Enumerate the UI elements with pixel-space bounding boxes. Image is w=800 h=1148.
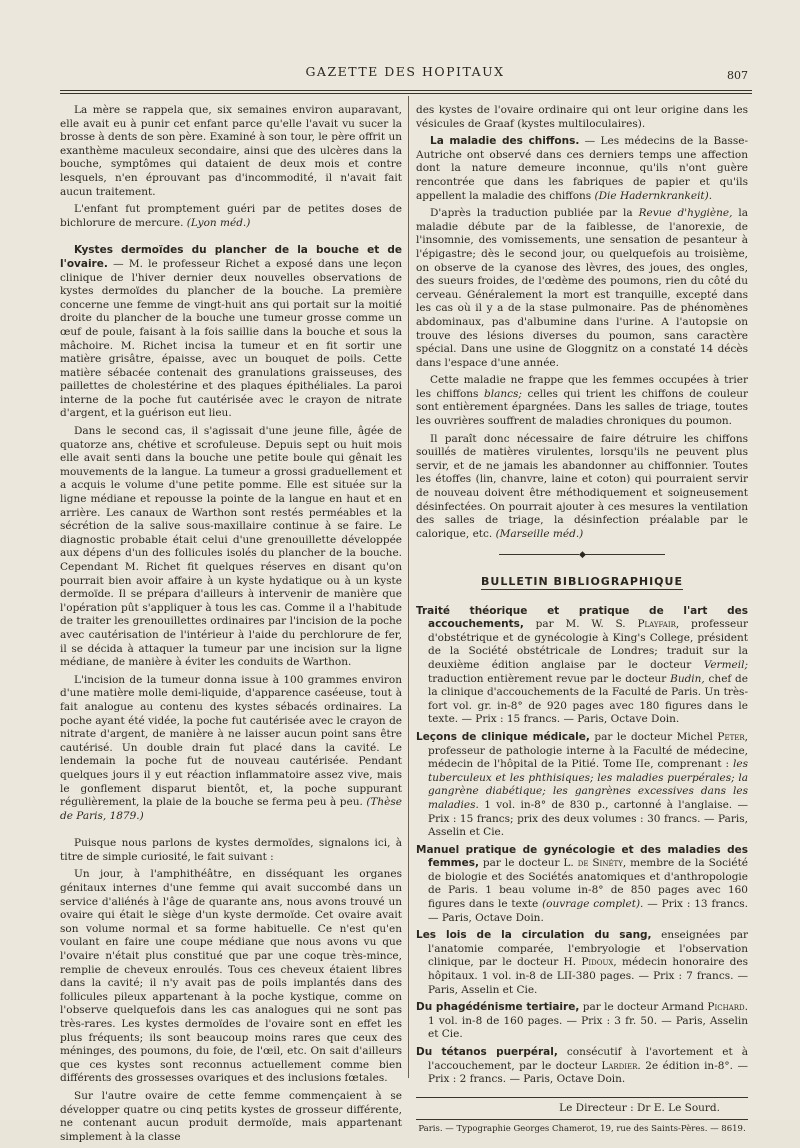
bib-entry: Traité théorique et pratique de l'art des accouchements, par M. W. S. Playfair, professeur d'obstétrique et de gynécologie à King's College, président de la Société obstétricale de Londres; traduit sur la deuxième édition anglaise par le docteur Vermeil; traduction entièrement revue par le docteur Budin, chef de la clinique d'accouchements de la Faculté de Paris. Un très-fort vol. gr. in-8° de 920 pages avec 180 figures dans le texte. — Prix : 15 francs. — Paris, Octave Doin. [416, 604, 748, 726]
header-rule-double [60, 93, 752, 94]
bib-entry: Les lois de la circulation du sang, enseignées par l'anatomie comparée, l'embryologie et l'observation clinique, par le docteur H. Pidoux, médecin honoraire des hôpitaux. 1 vol. in-8 de LII-380 pages. — Prix : 7 francs. — Paris, Asselin et Cie. [416, 929, 749, 996]
source-citation: (Thèse de Paris, 1879.) [60, 796, 402, 822]
source-citation: (Lyon méd.) [186, 216, 251, 229]
bib-entry: Du tétanos puerpéral, consécutif à l'avortement et à l'accouchement, par le docteur Lardier. 2e édition in-8°. — Prix : 2 francs. — Paris, Octave Doin. [416, 1046, 748, 1086]
bib-entry: Du phagédénisme tertiaire, par le docteur Armand Pichard. 1 vol. in-8 de 160 pages. — Prix : 3 fr. 50. — Paris, Asselin et Cie. [416, 1001, 748, 1041]
article-kystes: Kystes dermoïdes du plancher de la bouche et de l'ovaire. — M. le professeur Richet a exposé dans une leçon clinique de l'hiver dernier deux nouvelles observations de kystes dermoïdes du plancher de la bouche. La première concerne une femme de vingt-huit ans qui portait sur la moitié droite du plancher de la bouche une tumeur grosse comme un œuf de poule, faisant à la fois saillie dans la bouche et sous la mâchoire. M. Richet incisa la tumeur et en fit sortir une matière grisâtre, épaisse, avec un bouquet de poils. Cette matière sébacée contenait des granulations graisseuses, des paillettes de cholestérine et des plaques épithéliales. La paroi interne de la poche fut cautérisée avec le crayon de nitrate d'argent, et la guérison eut lieu. [60, 244, 402, 420]
article-title: Kystes dermoïdes du plancher de la bouche et de l'ovaire. [60, 244, 402, 270]
right-column [416, 104, 748, 1137]
article-chiffons: La maladie des chiffons. — Les médecins de la Basse-Autriche ont observé dans ces derniers temps une affection dont la nature demeure inconnue, qu'ils n'ont guère rencontrée que dans les fabriques de papier et qu'ils appellent la maladie des chiffons (Die Hadernkrankeit). [416, 135, 749, 202]
director-signature: Le Directeur : Dr E. Le Sourd. [559, 1101, 720, 1114]
bibliography-list [416, 605, 748, 1087]
paragraph: L'incision de la tumeur donna issue à 100 grammes environ d'une matière molle demi-liquide, d'apparence caséeuse, tout à fait analogue au contenu des kystes sébacés ordinaires. La poche ayant été vidée, la poche fut cautérisée avec le crayon de nitrate d'argent, de manière à ne laisser aucun point sans être cautérisé. Un double drain fut placé dans la cavité. Le lendemain la poche fut de nouveau cautérisée. Pendant quelques jours il y eut réaction inflammatoire assez vive, mais le gonflement disparut bientôt, et, la poche suppurant régulièrement, la plaie de la bouche se ferma peu à peu. (Thèse de Paris, 1879.) [60, 673, 402, 822]
left-column [60, 104, 402, 1148]
paragraph: Cette maladie ne frappe que les femmes occupées à trier les chiffons blancs; celles qui trient les chiffons de couleur sont entièrement épargnées. Dans les salles de triage, toutes les ouvrières souffrent de maladies chroniques du poumon. [416, 374, 749, 428]
bib-entry: Leçons de clinique médicale, par le docteur Michel Peter, professeur de pathologie interne à la Faculté de médecine, médecin de l'hôpital de la Pitié. Tome IIe, comprenant : les tuberculeux et les phthisiques; les maladies puerpérales; la gangrène diabétique; les gangrènes excessives dans les maladies. 1 vol. in-8° de 830 p., cartonné à l'anglaise. — Prix : 15 francs; prix des deux volumes : 30 francs. — Paris, Asselin et Cie. [416, 730, 748, 839]
paragraph: Dans le second cas, il s'agissait d'une jeune fille, âgée de quatorze ans, chétive et scrofuleuse. Depuis sept ou huit mois elle avait senti dans la bouche une petite boule qui gênait les mouvements de la langue. La tumeur a grossi graduellement et a acquis le volume d'une petite pomme. Elle est située sur la ligne médiane et repousse la pointe de la langue en haut et en arrière. Les canaux de Warthon sont restés perméables et la sécrétion de la salive sous-maxillaire continue à se faire. Le diagnostic probable était celui d'une grenouillette développée aux dépens d'un des follicules isolés du plancher de la bouche. Cependant M. Richet fit quelques réserves en disant qu'on pourrait bien avoir affaire à un kyste hydatique ou à un kyste dermoïde. Il se prépara d'ailleurs à intervenir de manière que l'opération pût s'appliquer à tous les cas. Comme il a l'habitude de traiter les grenouillettes ordinaires par l'incision de la poche avec cautérisation de l'intérieur à l'aide du perchlorure de fer, il se décida à attaquer la tumeur par une incision sur la ligne médiane, de manière à éviter les conduits de Warthon. [60, 425, 402, 669]
article-title: La maladie des chiffons. [430, 135, 580, 148]
printer-imprint: Paris. — Typographie Georges Chamerot, 19, rue des Saints-Pères. — 8619. [418, 1124, 746, 1135]
paragraph: Un jour, à l'amphithéâtre, en disséquant les organes génitaux internes d'une femme qui avait succombé dans un service d'aliénés à l'âge de quarante ans, nous avons trouvé un ovaire qui était le siège d'un kyste dermoïde. Cet ovaire avait son volume normal et sa forme habituelle. Ce n'est qu'en voulant en faire une coupe médiane que nous avons vu que l'ovaire n'était plus constitué que par une coque très-mince, remplie de cheveux enroulés. Tous ces cheveux étaient libres dans la cavité; il n'y avait pas de poils implantés dans des follicules pileux appartenant à la poche kystique, comme on l'observe quelquefois dans les cas analogues qui ne sont pas très-rares. Les kystes dermoïdes de l'ovaire sont en effet les plus fréquents; ils sont beaucoup moins rares que ceux des méninges, des poumons, du foie, de l'œil, etc. On sait d'ailleurs que ces kystes sont reconnus actuellement comme bien différents des grossesses ovariques et des inclusions fœtales. [60, 868, 402, 1085]
paragraph: La mère se rappela que, six semaines environ auparavant, elle avait eu à punir cet enfant parce qu'elle l'avait vu sucer la brosse à dents de son père. Examiné à son tour, le père offrit un exanthème maculeux secondaire, ainsi que des ulcères dans la bouche, symptômes qui dataient de deux mois et contre lesquels, n'en éprouvant pas d'incommodité, il n'avait fait aucun traitement. [60, 104, 402, 198]
page-number: 807 [727, 69, 748, 82]
header-rule [60, 90, 752, 91]
paragraph: Sur l'autre ovaire de cette femme commençaient à se développer quatre ou cinq petits kystes de grosseur différente, ne contenant aucun produit dermoïde, mais appartenant simplement à la classe [60, 1089, 402, 1143]
paragraph: Puisque nous parlons de kystes dermoïdes, signalons ici, à titre de simple curiosité, le fait suivant : [60, 837, 402, 863]
column-divider [408, 96, 409, 1078]
page-header [60, 61, 750, 89]
bib-entry: Manuel pratique de gynécologie et des maladies des femmes, par le docteur L. de Sinéty, membre de la Société de biologie et des Sociétés anatomiques et d'anthropologie de Paris. 1 beau volume in-8° de 850 pages avec 160 figures dans le texte (ouvrage complet). — Prix : 13 francs. — Paris, Octave Doin. [416, 843, 748, 924]
journal-title: GAZETTE DES HOPITAUX [305, 64, 505, 79]
paragraph: D'après la traduction publiée par la Revue d'hygiène, la maladie débute par de la faiblesse, de l'anorexie, de l'insomnie, des vomissements, une sensation de pesanteur à l'épigastre; dès le second jour, ou quelquefois au troisième, on observe de la cyanose des lèvres, des joues, des ongles, des sueurs froides, de l'œdème des poumons, rien du côté du cerveau. Généralement la mort est tranquille, excepté dans les cas où il y a de la stase pulmonaire. Pas de phénomènes abdominaux, pas d'albumine dans l'urine. A l'autopsie on trouve des lésions diverses du poumon, sans caractère spécial. Dans une usine de Gloggnitz on a constaté 14 décès dans l'espace d'une année. [416, 207, 749, 369]
paragraph: des kystes de l'ovaire ordinaire qui ont leur origine dans les vésicules de Graaf (kystes multiloculaires). [416, 104, 748, 130]
section-ornament: ◆ [416, 549, 748, 563]
paragraph: Il paraît donc nécessaire de faire détruire les chiffons souillés de matières virulentes, lorsqu'ils ne peuvent plus servir, et de ne jamais les abandonner au chiffonnier. Toutes les étoffes (lin, chanvre, laine et coton) qui pourraient servir de nouveau doivent être méthodiquement et soigneusement désinfectées. On pourrait ajouter à ces mesures la ventilation des salles de triage, la désinfection préalable par le calorique, etc. (Marseille méd.) [416, 432, 748, 540]
source-citation: (Marseille méd.) [495, 527, 584, 540]
bulletin-heading: BULLETIN BIBLIOGRAPHIQUE [481, 575, 683, 588]
paragraph: L'enfant fut promptement guéri par de petites doses de bichlorure de mercure. (Lyon méd.) [60, 203, 402, 229]
